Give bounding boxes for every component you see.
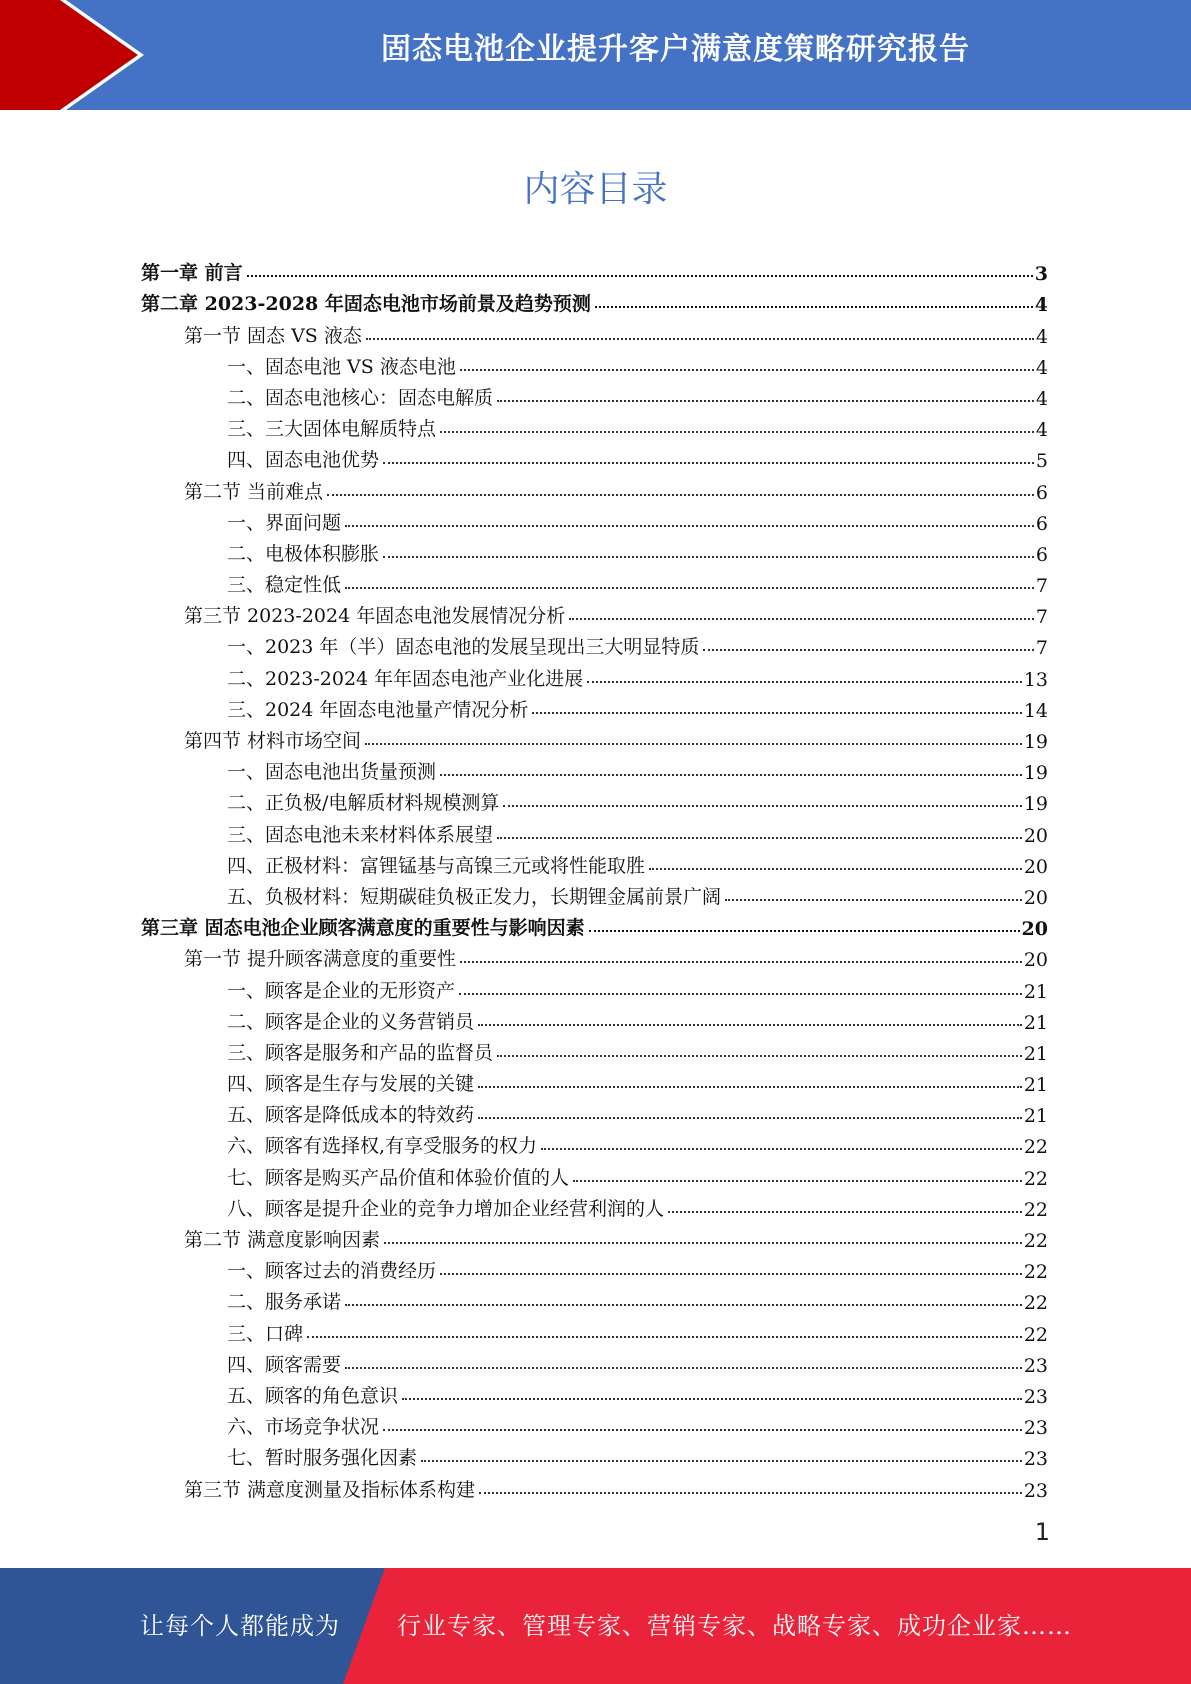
toc-entry-page: 7 [1035, 637, 1048, 660]
toc-dot-leader [478, 1086, 1022, 1088]
toc-entry-title: 第二节 当前难点 [184, 480, 324, 503]
toc-dot-leader [345, 1304, 1022, 1306]
toc-entry-page: 20 [1021, 918, 1048, 941]
toc-entry-page: 6 [1035, 481, 1048, 504]
toc-entry[interactable] [141, 410, 1048, 441]
toc-entry[interactable] [141, 1346, 1048, 1377]
toc-dot-leader [725, 899, 1022, 901]
toc-entry-title: 第四节 材料市场空间 [184, 730, 362, 752]
toc-entry-title: 一、固态电池出货量预测 [227, 761, 437, 784]
report-title: 固态电池企业提升客户满意度策略研究报告 [381, 32, 970, 67]
toc-entry-title: 六、顾客有选择权,有享受服务的权力 [227, 1135, 538, 1158]
toc-entry[interactable] [141, 566, 1048, 597]
table-of-contents [141, 254, 1048, 1502]
toc-entry[interactable] [141, 1221, 1048, 1252]
toc-entry-page: 3 [1034, 263, 1048, 286]
toc-entry[interactable] [141, 316, 1048, 347]
toc-dot-leader [497, 1055, 1022, 1057]
toc-entry[interactable] [141, 1127, 1048, 1158]
toc-entry-page: 6 [1035, 512, 1048, 535]
toc-entry[interactable] [141, 815, 1048, 846]
toc-entry-title: 二、电极体积膨胀 [227, 542, 380, 565]
toc-entry-title: 二、顾客是企业的义务营销员 [227, 1010, 475, 1033]
toc-entry[interactable] [141, 909, 1048, 940]
toc-entry-page: 23 [1023, 1417, 1048, 1440]
toc-dot-leader [589, 930, 1020, 932]
toc-dot-leader [366, 338, 1034, 340]
toc-dot-leader [569, 618, 1034, 620]
toc-dot-leader [440, 431, 1034, 433]
toc-entry[interactable] [141, 1314, 1048, 1345]
toc-entry-title: 二、固态电池核心：固态电解质 [227, 386, 494, 409]
toc-entry[interactable] [141, 348, 1048, 379]
toc-entry-page: 22 [1023, 1261, 1048, 1284]
toc-dot-leader [497, 400, 1034, 402]
toc-entry[interactable] [141, 753, 1048, 784]
toc-entry[interactable] [141, 1470, 1048, 1501]
toc-entry-title: 一、固态电池 VS 液态电池 [227, 355, 456, 378]
toc-dot-leader [478, 1024, 1022, 1026]
toc-dot-leader [327, 494, 1034, 496]
toc-entry[interactable] [141, 1065, 1048, 1096]
toc-entry-title: 六、市场竞争状况 [227, 1416, 380, 1439]
header-arrow-decoration [0, 0, 160, 110]
toc-entry[interactable] [141, 504, 1048, 535]
toc-entry-page: 22 [1023, 1136, 1048, 1159]
toc-entry[interactable] [141, 285, 1048, 316]
toc-entry-title: 二、正负极/电解质材料规模测算 [227, 792, 500, 815]
toc-dot-leader [383, 462, 1034, 464]
toc-entry-page: 4 [1034, 294, 1048, 317]
toc-entry-title: 三、固态电池未来材料体系展望 [227, 823, 494, 846]
toc-dot-leader [247, 275, 1033, 277]
toc-entry-title: 七、暂时服务强化因素 [227, 1447, 418, 1470]
toc-entry[interactable] [141, 535, 1048, 566]
toc-entry-page: 19 [1023, 731, 1048, 753]
toc-entry[interactable] [141, 940, 1048, 971]
toc-dot-leader [345, 587, 1034, 589]
toc-dot-leader [532, 712, 1021, 714]
toc-entry-title: 五、顾客的角色意识 [227, 1384, 399, 1407]
toc-entry-page: 7 [1035, 606, 1048, 629]
toc-entry-page: 20 [1023, 855, 1048, 878]
toc-entry-page: 20 [1023, 886, 1048, 909]
page-number: 1 [1034, 1518, 1050, 1546]
toc-entry-title: 第一节 提升顾客满意度的重要性 [184, 948, 457, 971]
toc-dot-leader [440, 774, 1022, 776]
toc-entry-page: 20 [1023, 824, 1048, 847]
toc-entry-title: 第二节 满意度影响因素 [184, 1229, 381, 1251]
toc-entry-page: 19 [1023, 762, 1048, 785]
toc-entry[interactable] [141, 597, 1048, 628]
toc-entry-title: 五、顾客是降低成本的特效药 [227, 1104, 475, 1127]
toc-entry[interactable] [141, 1096, 1048, 1127]
toc-entry-page: 22 [1023, 1167, 1048, 1190]
toc-entry-page: 23 [1023, 1354, 1048, 1377]
toc-entry-page: 21 [1023, 1042, 1048, 1065]
toc-dot-leader [440, 1273, 1022, 1275]
toc-dot-leader [383, 1429, 1022, 1431]
toc-entry-page: 6 [1035, 543, 1048, 566]
toc-dot-leader [460, 961, 1022, 963]
toc-entry-title: 三、口碑 [227, 1322, 304, 1345]
toc-entry-title: 四、固态电池优势 [227, 449, 380, 472]
toc-dot-leader [573, 1180, 1022, 1182]
toc-entry-page: 22 [1023, 1230, 1048, 1252]
toc-entry-title: 四、顾客需要 [227, 1353, 342, 1376]
toc-entry[interactable] [141, 441, 1048, 472]
toc-dot-leader [668, 1211, 1022, 1213]
toc-entry-page: 22 [1023, 1198, 1048, 1221]
toc-entry[interactable] [141, 1377, 1048, 1408]
footer-slogan: 让每个人都能成为 [140, 1612, 340, 1640]
toc-title: 内容目录 [523, 169, 668, 210]
toc-dot-leader [402, 1398, 1022, 1400]
toc-dot-leader [421, 1460, 1022, 1462]
toc-entry[interactable] [141, 1003, 1048, 1034]
toc-dot-leader [345, 1367, 1022, 1369]
toc-dot-leader [460, 369, 1034, 371]
toc-dot-leader [478, 1117, 1022, 1119]
toc-entry[interactable] [141, 691, 1048, 722]
toc-entry-page: 21 [1023, 1105, 1048, 1128]
toc-dot-leader [384, 1242, 1022, 1244]
toc-entry-title: 五、负极材料：短期碳硅负极正发力，长期锂金属前景广阔 [227, 885, 722, 908]
toc-entry-title: 第一节 固态 VS 液态 [184, 324, 362, 347]
toc-dot-leader [383, 556, 1034, 558]
footer-banner [0, 1568, 1191, 1684]
toc-entry-title: 一、顾客过去的消费经历 [227, 1260, 437, 1283]
toc-entry-title: 一、2023 年（半）固态电池的发展呈现出三大明显特质 [227, 636, 700, 659]
toc-entry[interactable] [141, 254, 1048, 285]
toc-entry-title: 第三章 固态电池企业顾客满意度的重要性与影响因素 [141, 917, 585, 940]
toc-dot-leader [541, 1148, 1022, 1150]
toc-entry-title: 七、顾客是购买产品价值和体验价值的人 [227, 1166, 570, 1189]
toc-entry[interactable] [141, 971, 1048, 1002]
toc-entry-page: 5 [1035, 450, 1048, 473]
toc-entry-title: 三、三大固体电解质特点 [227, 418, 437, 441]
toc-entry[interactable] [141, 379, 1048, 410]
toc-entry[interactable] [141, 472, 1048, 503]
toc-dot-leader [345, 525, 1034, 527]
toc-entry[interactable] [141, 847, 1048, 878]
toc-entry-page: 4 [1035, 419, 1048, 442]
toc-entry-page: 21 [1023, 980, 1048, 1003]
toc-entry[interactable] [141, 1283, 1048, 1314]
toc-dot-leader [649, 868, 1022, 870]
toc-entry-title: 一、顾客是企业的无形资产 [227, 979, 456, 1002]
toc-entry-page: 4 [1035, 325, 1048, 348]
toc-entry-page: 4 [1035, 387, 1048, 410]
toc-entry[interactable] [141, 1408, 1048, 1439]
toc-entry-title: 三、稳定性低 [227, 574, 342, 597]
toc-dot-leader [587, 681, 1022, 683]
toc-entry-page: 23 [1023, 1479, 1048, 1502]
toc-dot-leader [497, 837, 1022, 839]
toc-dot-leader [459, 993, 1022, 995]
toc-entry-title: 四、正极材料：富锂锰基与高镍三元或将性能取胜 [227, 854, 646, 877]
toc-entry-page: 21 [1023, 1011, 1048, 1034]
toc-entry-title: 三、顾客是服务和产品的监督员 [227, 1041, 494, 1064]
toc-dot-leader [307, 1336, 1022, 1338]
toc-entry[interactable] [141, 1439, 1048, 1470]
toc-entry-title: 第一章 前言 [141, 262, 243, 285]
toc-entry-title: 第三节 2023-2024 年固态电池发展情况分析 [184, 605, 566, 628]
toc-entry-title: 第三节 满意度测量及指标体系构建 [184, 1478, 476, 1501]
toc-entry-page: 20 [1023, 949, 1048, 972]
toc-entry-title: 第二章 2023-2028 年固态电池市场前景及趋势预测 [141, 293, 591, 316]
toc-entry-page: 23 [1023, 1385, 1048, 1408]
toc-entry[interactable] [141, 1158, 1048, 1189]
toc-entry[interactable] [141, 628, 1048, 659]
toc-dot-leader [703, 649, 1034, 651]
toc-entry-page: 19 [1023, 793, 1048, 816]
toc-dot-leader [595, 306, 1033, 308]
toc-entry-page: 23 [1023, 1448, 1048, 1471]
toc-dot-leader [503, 805, 1021, 807]
toc-entry-title: 二、服务承诺 [227, 1291, 342, 1314]
toc-entry-page: 14 [1023, 699, 1048, 722]
footer-tagline: 行业专家、管理专家、营销专家、战略专家、成功企业家…… [397, 1612, 1072, 1640]
toc-entry-page: 21 [1023, 1074, 1048, 1097]
toc-entry-title: 二、2023-2024 年年固态电池产业化进展 [227, 667, 584, 690]
toc-entry-title: 三、2024 年固态电池量产情况分析 [227, 698, 529, 721]
toc-entry[interactable] [141, 1034, 1048, 1065]
toc-entry-title: 八、顾客是提升企业的竞争力增加企业经营利润的人 [227, 1197, 665, 1220]
toc-entry[interactable] [141, 722, 1048, 753]
toc-dot-leader [479, 1492, 1022, 1494]
report-header [0, 0, 1191, 110]
toc-entry[interactable] [141, 878, 1048, 909]
toc-entry-page: 7 [1035, 575, 1048, 598]
toc-entry[interactable] [141, 659, 1048, 690]
toc-dot-leader [365, 743, 1022, 745]
toc-entry-page: 13 [1023, 668, 1048, 691]
toc-entry-page: 22 [1023, 1292, 1048, 1315]
toc-entry-title: 四、顾客是生存与发展的关键 [227, 1073, 475, 1096]
toc-entry-title: 一、界面问题 [227, 511, 342, 534]
toc-entry[interactable] [141, 1190, 1048, 1221]
toc-entry-page: 4 [1035, 356, 1048, 379]
toc-entry[interactable] [141, 784, 1048, 815]
toc-entry-page: 22 [1023, 1323, 1048, 1346]
toc-entry[interactable] [141, 1252, 1048, 1283]
